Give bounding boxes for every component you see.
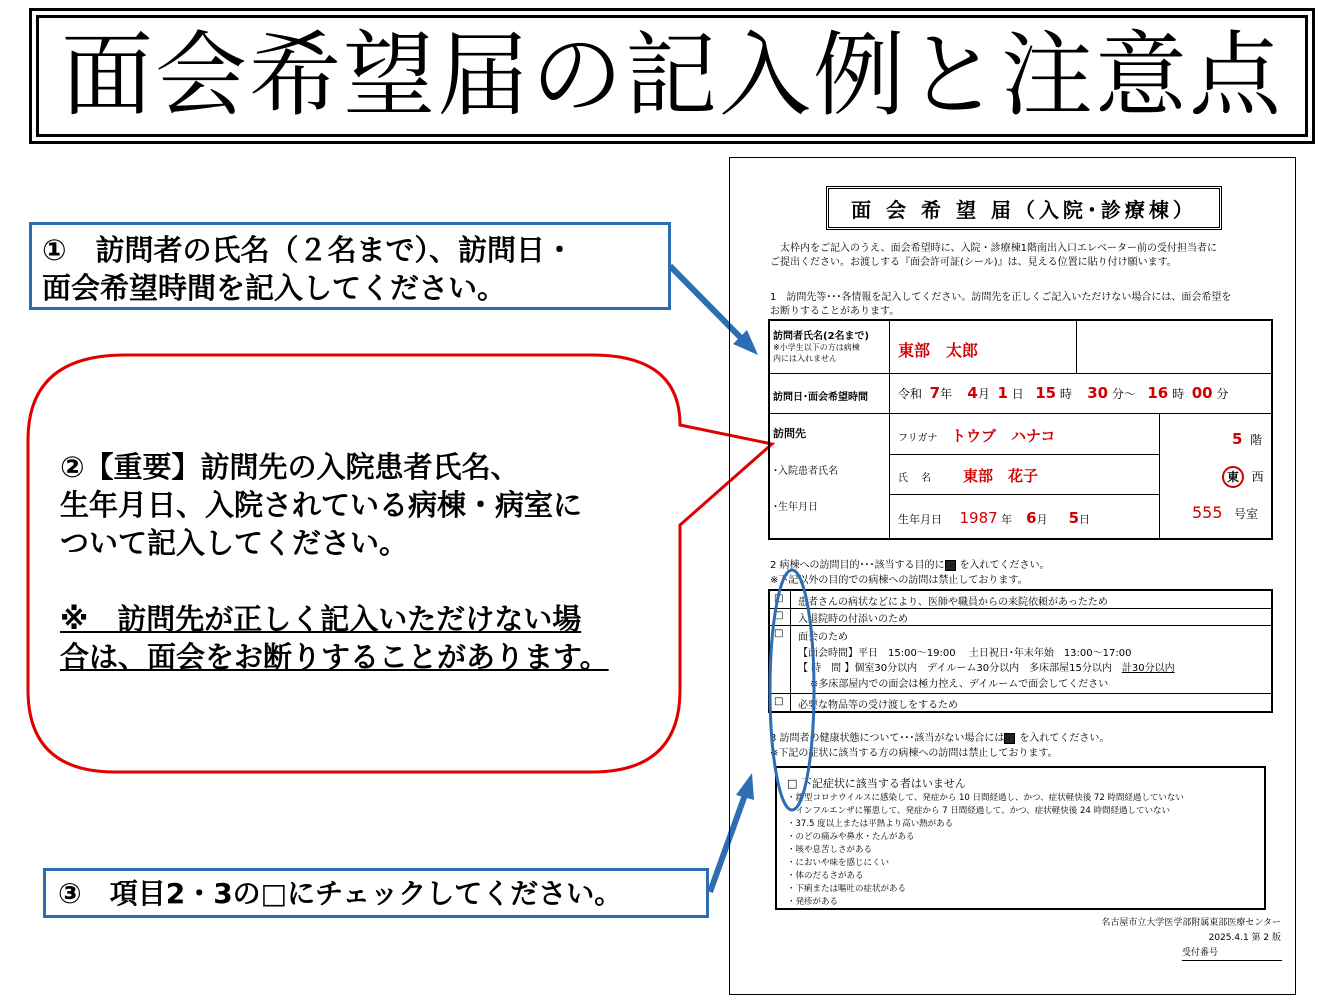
form-sec3-2: ※下記の症状に該当する方の病棟への訪問は禁止しております。 — [770, 748, 1058, 759]
purpose-checkbox-1[interactable]: □ — [774, 593, 784, 604]
visit-month: 4 — [967, 384, 978, 402]
symptom-item: ・のどの痛みや鼻水・たんがある — [787, 832, 915, 842]
purpose-2: 入退院時の付添いのため — [798, 614, 908, 625]
form-intro-1: 太枠内をご記入のうえ、面会希望時に、入院・診療棟1階南出入口エレベーター前の受付担当者に — [770, 243, 1217, 254]
callout2-line3: ついて記入してください。 — [60, 526, 409, 560]
purpose-checkbox-4[interactable]: □ — [774, 696, 784, 707]
health-checkbox[interactable]: □ 下記症状に該当する者はいません — [787, 777, 966, 790]
floor-value: 5 — [1232, 430, 1243, 448]
room-number: 555 — [1192, 503, 1223, 522]
visitor-note1: ※小学生以下の方は病棟 — [773, 343, 860, 352]
furigana-label: フリガナ — [898, 433, 938, 444]
dob-month: 6 — [1026, 509, 1037, 527]
form-sec1-2: お断りすることがあります。 — [770, 306, 900, 317]
visit-time-limits: 【 時 間 】個室30分以内 デイルーム30分以内 多床部屋15分以内 計30分以内 — [798, 663, 1175, 674]
footer-version: 2025.4.1 第 2 版 — [1208, 933, 1281, 943]
visitor-name: 東部 太郎 — [898, 341, 979, 360]
date-label: 訪問日･面会希望時間 — [773, 392, 868, 403]
symptom-item: ・37.5 度以上または平熱より高い熱がある — [787, 819, 954, 829]
dob-label: ･生年月日 — [773, 502, 818, 513]
form-sec3-1: 3 訪問者の健康状態について･･･該当がない場合には を入れてください。 — [770, 733, 1110, 744]
form-intro-2: ご提出ください。お渡しする『面会許可証(シール)』は、見える位置に貼り付け願います。 — [770, 257, 1177, 268]
end-hour: 16 — [1147, 384, 1169, 402]
name-label: 氏 名 — [898, 473, 932, 484]
callout3-text: ③ 項目2・3の□にチェックしてください。 — [58, 877, 623, 910]
visit-note: ※多床部屋内での面会は極力控え、デイルームで面会してください — [810, 679, 1109, 690]
furigana-value: トウブ ハナコ — [951, 427, 1056, 445]
visitor-label: 訪問者氏名(2名まで) — [773, 331, 870, 342]
symptom-item: ・発疹がある — [787, 897, 839, 907]
form-sec2-2: ※下記以外の目的での病棟への訪問は禁止しております。 — [770, 575, 1028, 586]
visit-year: 7 — [929, 384, 941, 402]
purpose-checkbox-2[interactable]: □ — [774, 610, 784, 621]
visitor-note2: 内には入れません — [773, 354, 837, 363]
start-hour: 15 — [1035, 384, 1057, 402]
symptom-item: ・新型コロナウイルスに感染して、発症から 10 日間経過し、かつ、症状軽快後 72 時間経過していない — [787, 793, 1184, 803]
symptom-item: ・インフルエンザに罹患して、発症から 7 日間経過して、かつ、症状軽快後 24 時間経過していない — [787, 806, 1171, 816]
footer-receipt: 受付番号 — [1182, 946, 1282, 961]
form-sec1-1: 1 訪問先等･･･各情報を記入してください。訪問先を正しくご記入いただけない場合には、面会希望を — [770, 292, 1232, 303]
form-sec2-1: 2 病棟への訪問目的･･･該当する目的に を入れてください。 — [770, 560, 1050, 571]
floor-row: 5 階 — [1232, 430, 1263, 448]
visit-day: 1 — [997, 384, 1008, 402]
patient-name: 東部 花子 — [963, 467, 1039, 485]
footer-org: 名古屋市立大学医学部附属東部医療センター — [1101, 918, 1281, 928]
symptom-item: ・咳や息苦しさがある — [787, 845, 873, 855]
page-title: 面会希望届の記入例と注意点 — [60, 22, 1283, 129]
callout2-line2: 生年月日、入院されている病棟・病室に — [60, 488, 583, 522]
callout2-note2: 合は、面会をお断りすることがあります。 — [60, 640, 609, 674]
form-title: 面 会 希 望 届（入院･診療棟） — [826, 186, 1222, 230]
purpose-3: 面会のため — [798, 632, 848, 643]
callout1-line1: ① 訪問者の氏名（２名まで）、訪問日・ — [42, 233, 575, 267]
dest-label: 訪問先 — [773, 427, 806, 440]
dob-row: 生年月日 1987 年 6月 5日 — [898, 509, 1091, 527]
end-minute: 00 — [1191, 384, 1213, 402]
date-row: 令和 7年 4月 1 日 15 時 30 分～ 16 時 00 分 — [898, 384, 1229, 402]
dob-day: 5 — [1068, 509, 1080, 527]
ward-east-circled: 東 — [1222, 466, 1244, 488]
purpose-checkbox-3[interactable]: □ — [774, 628, 784, 639]
symptom-item: ・においや味を感じにくい — [787, 858, 890, 868]
callout1-line2: 面会希望時間を記入してください。 — [42, 271, 507, 305]
callout2-note1: ※ 訪問先が正しく記入いただけない場 — [60, 602, 582, 636]
patient-label: ･入院患者氏名 — [773, 466, 838, 477]
ward-west: 西 — [1251, 470, 1264, 484]
symptom-item: ・下痢または嘔吐の症状がある — [787, 884, 907, 894]
dob-year: 1987 — [959, 509, 998, 527]
checkbox-highlight-ellipse — [770, 570, 814, 810]
callout2-line1: ②【重要】訪問先の入院患者氏名、 — [60, 450, 520, 484]
symptom-item: ・体のだるさがある — [787, 871, 864, 881]
visit-hours: 【面会時間】平日 15:00～19:00 土日祝日･年末年始 13:00～17:00 — [798, 648, 1132, 659]
start-minute: 30 — [1087, 384, 1109, 402]
purpose-4: 必要な物品等の受け渡しをするため — [798, 700, 958, 711]
purpose-1: 患者さんの病状などにより、医師や職員からの来院依頼があったため — [798, 597, 1108, 608]
room-row: 555 号室 — [1192, 503, 1259, 522]
